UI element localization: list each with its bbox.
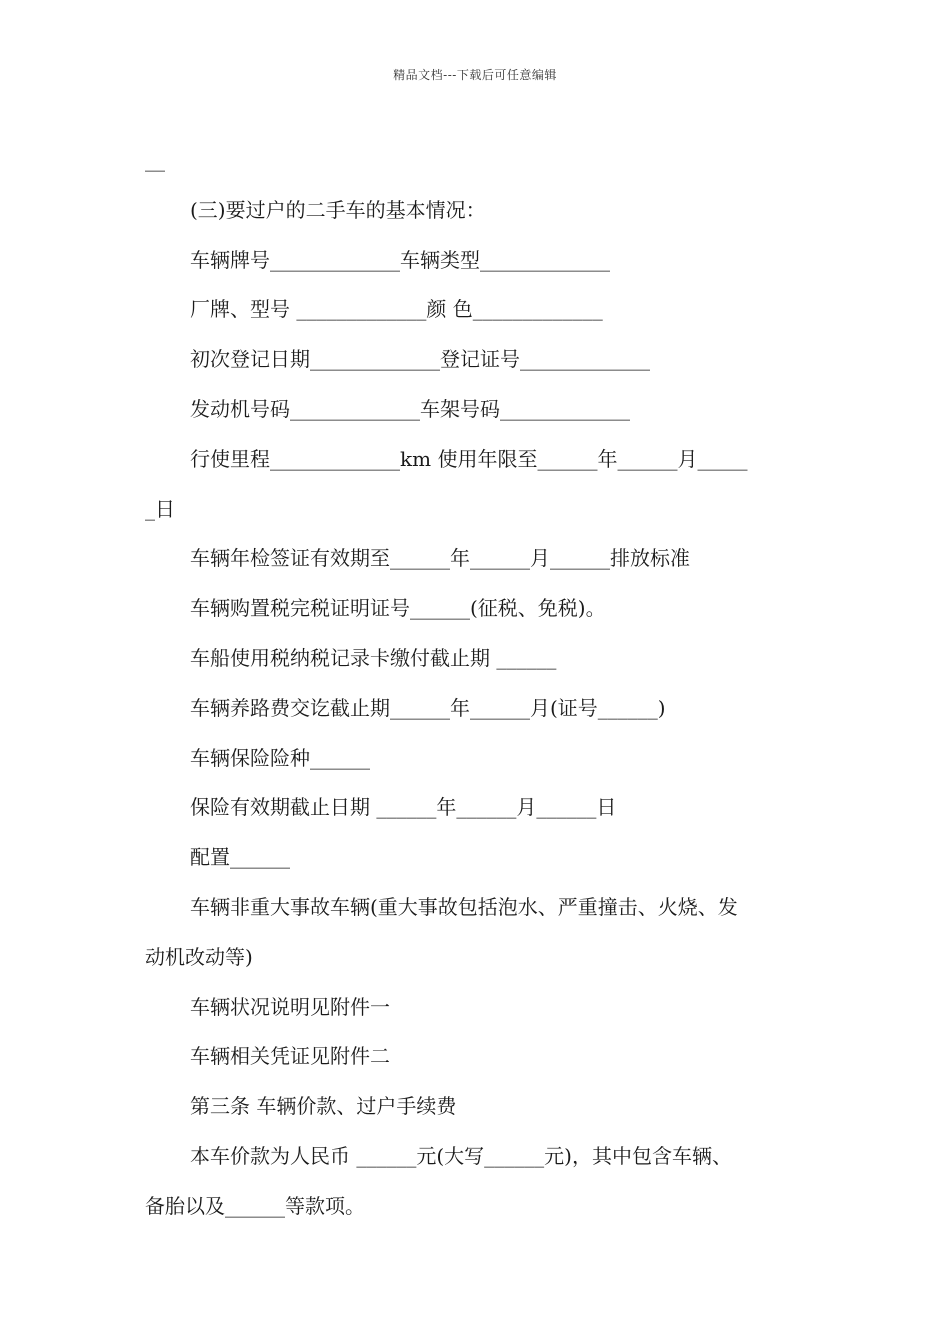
paragraph-non-major-accident-continuation: 动机改动等) xyxy=(145,944,253,969)
field-road-maintenance-fee: 车辆养路费交讫截止期______年______月(证号______) xyxy=(190,695,666,720)
paragraph-attachment-two: 车辆相关凭证见附件二 xyxy=(190,1044,390,1069)
section-heading-vehicle-info: (三)要过户的二手车的基本情况： xyxy=(190,197,486,222)
field-purchase-tax: 车辆购置税完税证明证号______(征税、免税)。 xyxy=(190,596,606,621)
paragraph-attachment-one: 车辆状况说明见附件一 xyxy=(190,994,390,1019)
paragraph-price: 本车价款为人民币 ______元(大写______元)，其中包含车辆、 xyxy=(190,1143,732,1168)
field-vehicle-vessel-tax: 车船使用税纳税记录卡缴付截止期 ______ xyxy=(190,645,557,670)
field-mileage-continuation: _日 xyxy=(145,496,175,521)
paragraph-non-major-accident: 车辆非重大事故车辆(重大事故包括泡水、严重撞击、火烧、发 xyxy=(190,894,738,919)
field-registration: 初次登记日期_____________登记证号_____________ xyxy=(190,347,650,372)
document-body xyxy=(145,136,810,1232)
field-insurance-type: 车辆保险险种______ xyxy=(190,745,370,770)
paragraph-price-continuation: 备胎以及______等款项。 xyxy=(145,1193,365,1218)
page-header: 精品文档---下载后可任意编辑 xyxy=(393,68,557,82)
field-brand-model-color: 厂牌、型号 _____________颜 色_____________ xyxy=(190,297,603,322)
field-mileage-service-life: 行使里程_____________km 使用年限至______年______月_____ xyxy=(190,446,748,471)
field-insurance-expiry: 保险有效期截止日期 ______年______月______日 xyxy=(190,795,617,820)
article-three-heading: 第三条 车辆价款、过户手续费 xyxy=(190,1094,457,1119)
field-configuration: 配置______ xyxy=(190,845,290,870)
field-plate-and-type: 车辆牌号_____________车辆类型_____________ xyxy=(190,247,610,272)
blank-underline-continuation: __ xyxy=(145,148,165,172)
field-annual-inspection: 车辆年检签证有效期至______年______月______排放标准 xyxy=(190,546,690,571)
field-engine-frame-number: 发动机号码_____________车架号码_____________ xyxy=(190,396,630,421)
